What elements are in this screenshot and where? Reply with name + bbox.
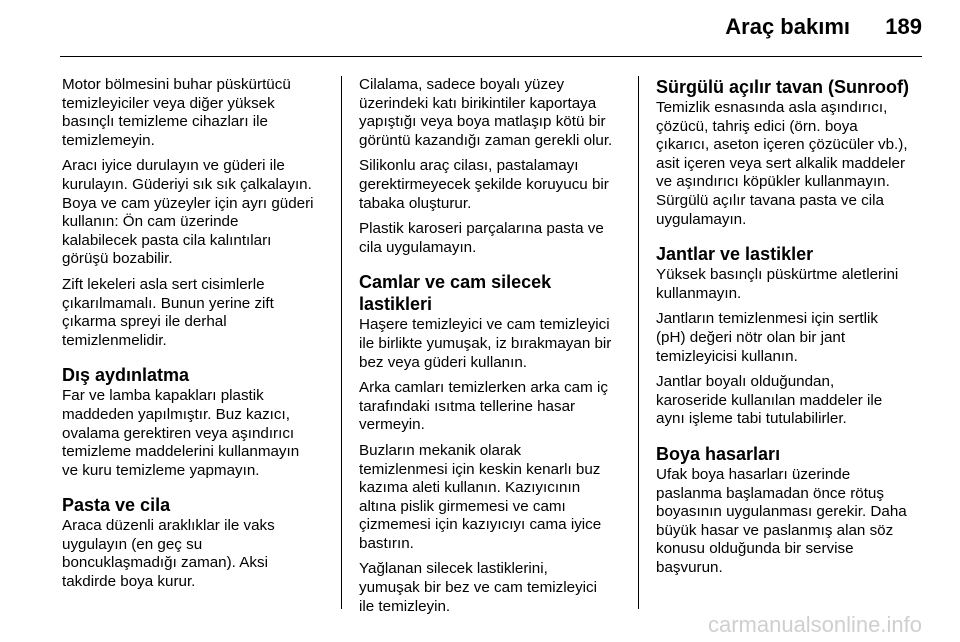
paragraph: Ufak boya hasarları üzerinde paslanma başlamadan önce rötuş boyasının uygulanması gerekir. Daha büyük hasar ve paslanmış alan söz konusu olduğunda bir servise başvurun. bbox=[656, 465, 907, 576]
section-heading-exterior-lights: Dış aydınlatma bbox=[62, 365, 190, 386]
paragraph: Aracı iyice durulayın ve güderi ile kurulayın. Güderiyi sık sık çalkalayın. Boya ve cam yüzeyler için ayrı güderi kullanın: Ön cam üzerinde kalabilecek pasta cila kalıntıları görüşü bozabilir. bbox=[62, 157, 314, 268]
paragraph: Cilalama, sadece boyalı yüzey üzerindeki katı birikintiler kaportaya yapıştığı veya boya matlaşıp kötü bir görüntü kazandığı zaman gerekli olur. bbox=[359, 76, 613, 149]
column-divider bbox=[341, 76, 342, 609]
column-3 bbox=[656, 76, 924, 584]
paragraph: Far ve lamba kapakları plastik maddeden yapılmıştır. Buz kazıcı, ovalama gerektiren veya aşındırıcı temizleme maddelerini kullanmayın ve kuru temizleme yapmayın. bbox=[62, 387, 300, 479]
paragraph: Yağlanan silecek lastiklerini, yumuşak bir bez ve cam temizleyici ile temizleyin. bbox=[359, 560, 598, 615]
section-heading-sunroof: Sürgülü açılır tavan (Sunroof) bbox=[656, 77, 910, 97]
paragraph: Silikonlu araç cilası, pastalamayı gerektirmeyecek şekilde koruyucu bir tabaka oluşturur. bbox=[359, 157, 609, 212]
paragraph: Plastik karoseri parçalarına pasta ve cila uygulamayın. bbox=[359, 220, 604, 256]
watermark-text: carmanualsonline.info bbox=[707, 612, 922, 637]
paragraph: Arka camları temizlerken arka cam iç tarafındaki ısıtma tellerine hasar vermeyin. bbox=[359, 379, 608, 434]
paragraph: Zift lekeleri asla sert cisimlerle çıkarılmamalı. Bunun yerine zift çıkarma spreyi ile derhal temizlenmelidir. bbox=[62, 275, 274, 349]
column-1 bbox=[62, 76, 330, 599]
paragraph: Jantlar boyalı olduğundan, karoseride kullanılan maddeler ile aynı işleme tabi tutulabilirler. bbox=[656, 373, 883, 428]
paragraph: Yüksek basınçlı püskürtme aletlerini kullanmayın. bbox=[656, 266, 899, 302]
paragraph: Haşere temizleyici ve cam temizleyici ile birlikte yumuşak, iz bırakmayan bir bez veya güderi kullanın. bbox=[359, 316, 612, 371]
section-heading-windows-wipers: Camlar ve cam silecek lastikleri bbox=[359, 272, 552, 315]
paragraph: Buzların mekanik olarak temizlenmesi için keskin kenarlı buz kazıma aleti kullanın. Kazıyıcının altına pislik girmemesi ve camı çizmemesi için kazıyıcıyı cama iyice bastırın. bbox=[359, 441, 602, 552]
column-2 bbox=[359, 76, 627, 623]
page-number: 189 bbox=[885, 14, 922, 39]
paragraph: Jantların temizlenmesi için sertlik (pH) değeri nötr olan bir jant temizleyicisi kullanın. bbox=[656, 310, 878, 365]
header-rule bbox=[60, 56, 922, 57]
paragraph: Temizlik esnasında asla aşındırıcı, çözücü, tahriş edici (örn. boya çıkarıcı, aseton içeren çözücüler vb.), asit içeren veya sert alkalik maddeler ve aşındırıcı köpükler kullanmayın. Sürgülü açılır tavana pasta ve cila uygulamayın. bbox=[656, 99, 908, 228]
section-heading-polish-wax: Pasta ve cila bbox=[62, 495, 171, 516]
section-heading-paint-damage: Boya hasarları bbox=[656, 443, 781, 464]
paragraph: Motor bölmesini buhar püskürtücü temizleyiciler veya diğer yüksek basınçlı temizleme cihazları ile temizlemeyin. bbox=[62, 76, 291, 149]
paragraph: Araca düzenli araklıklar ile vaks uygulayın (en geç su boncuklaşmadığı zaman). Aksi takdirde boya kurur. bbox=[62, 517, 275, 591]
column-divider bbox=[638, 76, 639, 609]
running-header-title: Araç bakımı bbox=[725, 14, 850, 39]
section-heading-wheels-tyres: Jantlar ve lastikler bbox=[656, 244, 814, 265]
